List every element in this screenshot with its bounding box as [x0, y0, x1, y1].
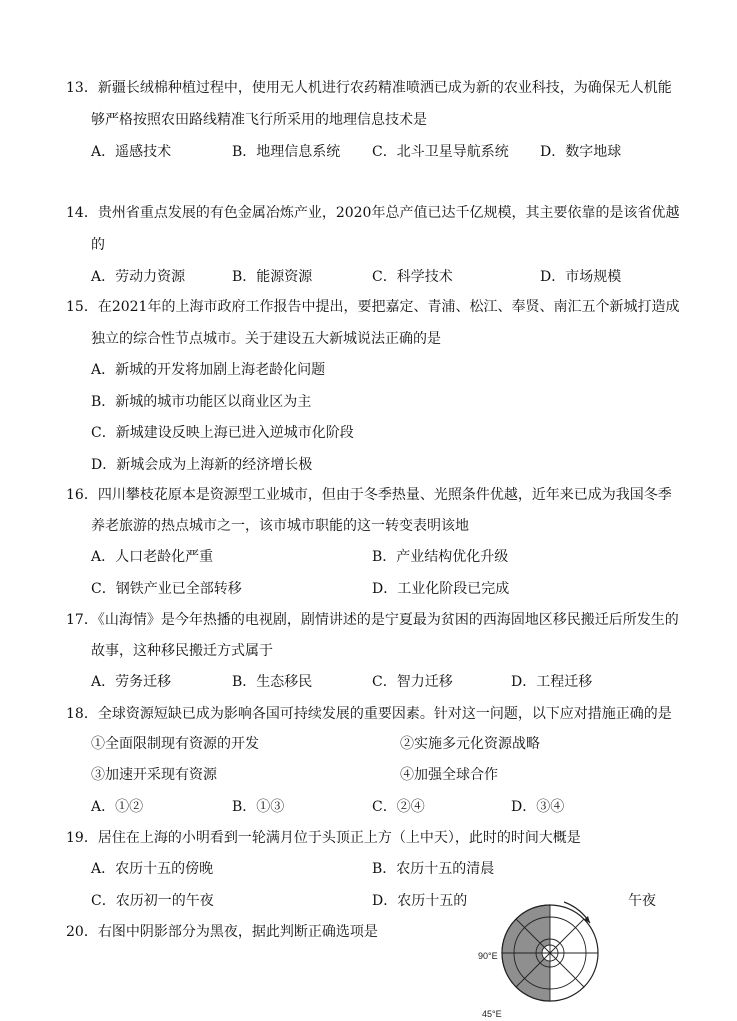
q14-option-d: D．市场规模 — [540, 269, 622, 285]
q18-option-c: C．②④ — [372, 799, 425, 815]
q17-line1: 17．《山海情》是今年热播的电视剧，剧情讲述的是宁夏最为贫困的西海固地区移民搬迁后所发生的 — [66, 612, 679, 628]
q18-statement-2: ②实施多元化资源战略 — [400, 736, 540, 752]
q19-option-d: D．农历十五的 — [372, 893, 468, 909]
q14-line2: 的 — [91, 237, 105, 253]
q15-option-a: A．新城的开发将加剧上海老龄化问题 — [91, 362, 326, 378]
q14-option-c: C．科学技术 — [372, 269, 453, 285]
q16-option-a: A．人口老龄化严重 — [91, 549, 214, 565]
q18-statement-4: ④加强全球合作 — [400, 767, 498, 783]
q18-statement-1: ①全面限制现有资源的开发 — [91, 736, 259, 752]
q19-option-d-tail: 午夜 — [628, 893, 656, 909]
q17-option-c: C．智力迁移 — [372, 674, 453, 690]
q13-option-b: B．地理信息系统 — [232, 144, 341, 160]
q17-option-b: B．生态移民 — [232, 674, 313, 690]
q14-line1: 14．贵州省重点发展的有色金属冶炼产业，2020年总产值已达千亿规模，其主要依靠的是该省优越 — [66, 205, 680, 221]
q20-line1: 20．右图中阴影部分为黑夜，据此判断正确选项是 — [66, 924, 378, 940]
q13-option-c: C．北斗卫星导航系统 — [372, 144, 509, 160]
q17-line2: 故事，这种移民搬迁方式属于 — [91, 643, 273, 659]
earth-polar-figure — [478, 893, 608, 1021]
q13-option-a: A．遥感技术 — [91, 144, 172, 160]
q16-option-d: D．工业化阶段已完成 — [372, 581, 510, 597]
q18-option-a: A．①② — [91, 799, 144, 815]
q17-option-d: D．工程迁移 — [511, 674, 593, 690]
q16-line1: 16．四川攀枝花原本是资源型工业城市，但由于冬季热量、光照条件优越，近年来已成为我国冬季 — [66, 487, 672, 503]
q17-option-a: A．劳务迁移 — [91, 674, 172, 690]
q15-option-c: C．新城建设反映上海已进入逆城市化阶段 — [91, 425, 354, 441]
label-90e: 90°E — [478, 951, 498, 961]
q13-option-d: D．数字地球 — [540, 144, 622, 160]
label-45e: 45°E — [482, 1009, 502, 1019]
q16-option-c: C．钢铁产业已全部转移 — [91, 581, 242, 597]
q15-option-d: D．新城会成为上海新的经济增长极 — [91, 457, 313, 473]
q19-line1: 19．居住在上海的小明看到一轮满月位于头顶正上方（上中天），此时的时间大概是 — [66, 830, 581, 846]
q19-option-b: B．农历十五的清晨 — [372, 861, 495, 877]
q19-option-c: C．农历初一的午夜 — [91, 893, 214, 909]
q16-option-b: B．产业结构优化升级 — [372, 549, 509, 565]
q15-option-b: B．新城的城市功能区以商业区为主 — [91, 394, 312, 410]
q18-statement-3: ③加速开采现有资源 — [91, 767, 217, 783]
q13-line2: 够严格按照农田路线精准飞行所采用的地理信息技术是 — [91, 112, 427, 128]
q13-line1: 13．新疆长绒棉种植过程中，使用无人机进行农药精准喷洒已成为新的农业科技，为确保无人机能 — [66, 80, 672, 96]
q14-option-b: B．能源资源 — [232, 269, 313, 285]
q18-line1: 18．全球资源短缺已成为影响各国可持续发展的重要因素。针对这一问题，以下应对措施正确的是 — [66, 706, 672, 722]
q15-line2: 独立的综合性节点城市。关于建设五大新城说法正确的是 — [91, 331, 441, 347]
q18-option-d: D．③④ — [511, 799, 565, 815]
q15-line1: 15．在2021年的上海市政府工作报告中提出，要把嘉定、青浦、松江、奉贤、南汇五个新城打造成 — [66, 299, 680, 315]
q19-option-a: A．农历十五的傍晚 — [91, 861, 214, 877]
q16-line2: 养老旅游的热点城市之一，该市城市职能的这一转变表明该地 — [91, 518, 469, 534]
q18-option-b: B．①③ — [232, 799, 285, 815]
q14-option-a: A．劳动力资源 — [91, 269, 186, 285]
